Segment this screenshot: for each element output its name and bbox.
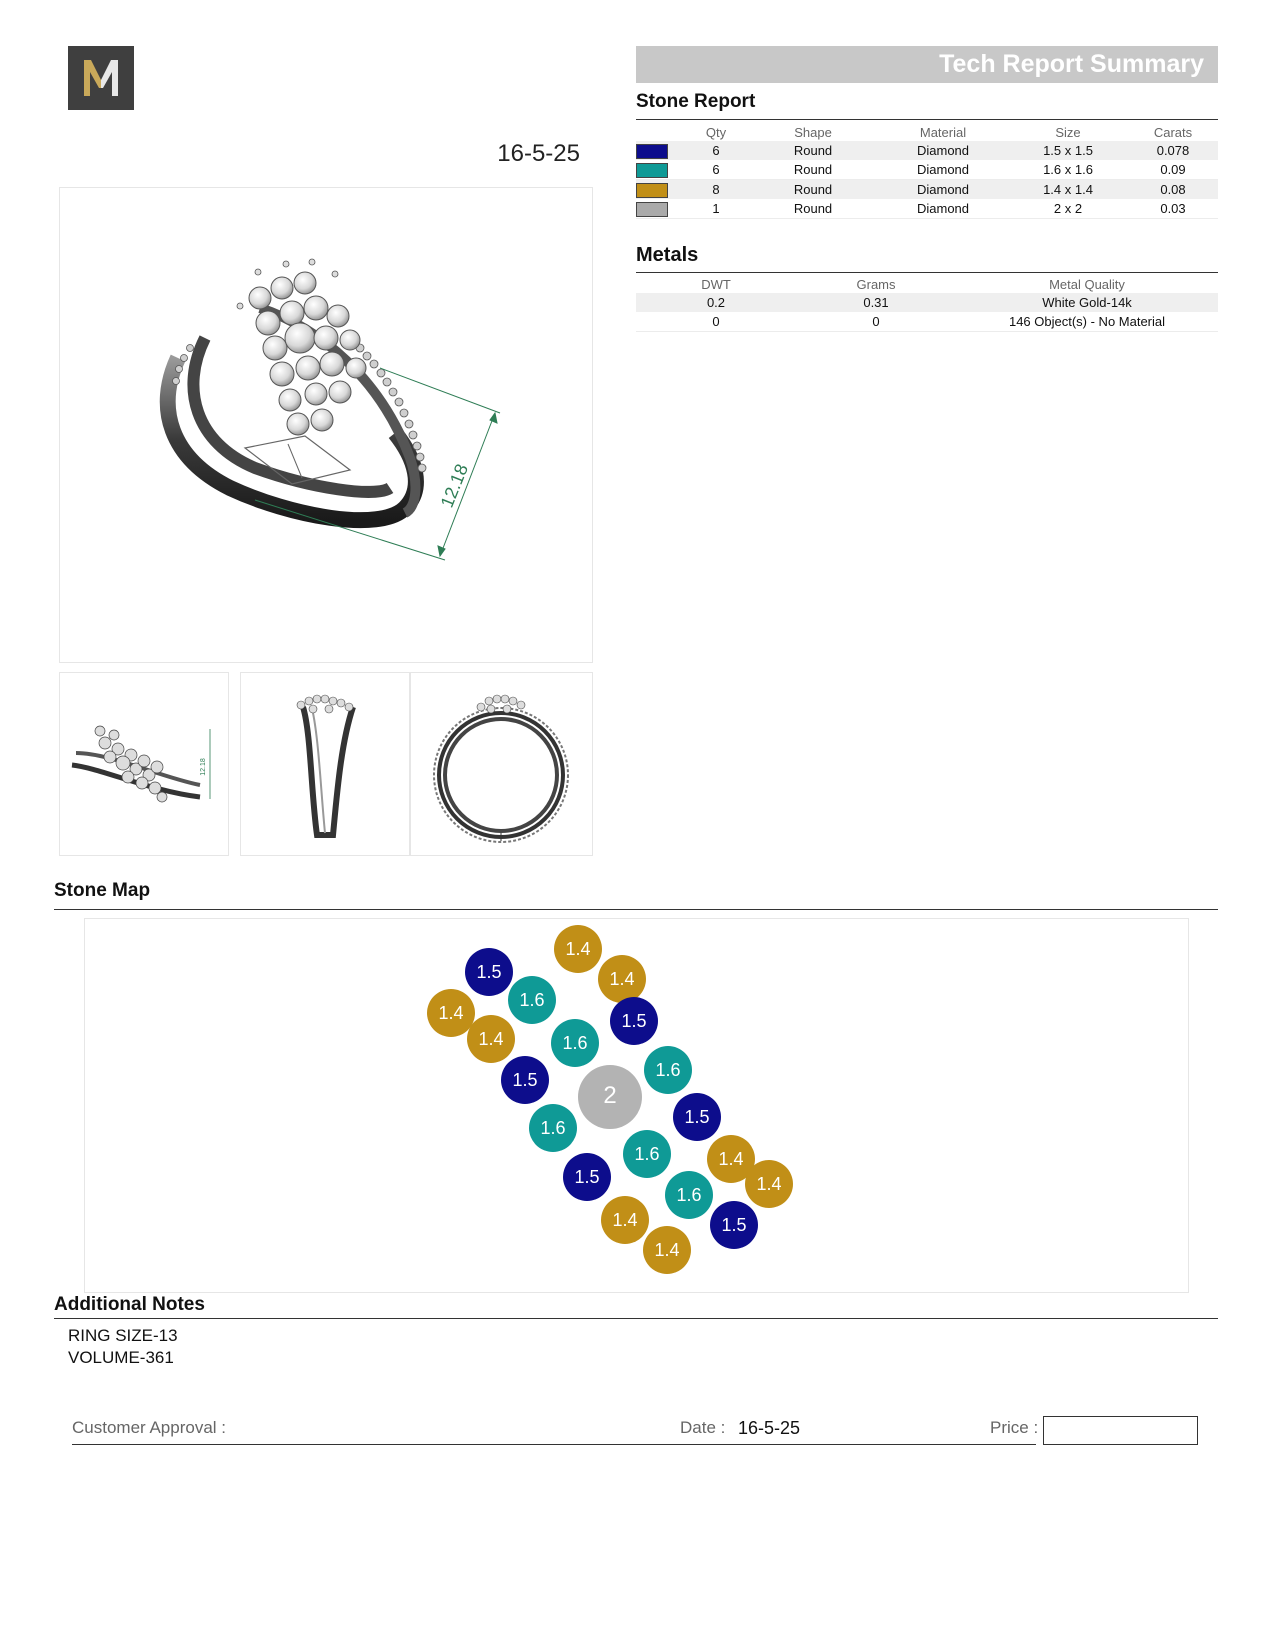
col-shape: Shape xyxy=(794,124,832,140)
table-row: 0.2 0.31 White Gold-14k xyxy=(636,293,1218,312)
stone-size-label: 1.4 xyxy=(756,1174,782,1194)
report-date: 16-5-25 xyxy=(497,140,580,167)
color-swatch xyxy=(636,202,668,217)
stone-report-header-row xyxy=(636,123,1218,141)
stone-size-label: 1.4 xyxy=(654,1240,680,1260)
thumbnail-front-view xyxy=(410,672,593,856)
color-swatch xyxy=(636,163,668,178)
thumbnail-side-view xyxy=(240,672,410,856)
table-row: 1 Round Diamond 2 x 2 0.03 xyxy=(636,199,1218,219)
stone-size-label: 1.6 xyxy=(676,1185,702,1205)
metals-rule xyxy=(636,272,1218,273)
banner-title: Tech Report Summary xyxy=(939,50,1204,78)
color-swatch xyxy=(636,183,668,198)
stone-map-title: Stone Map xyxy=(54,880,151,901)
date-label: Date : xyxy=(680,1418,726,1437)
col-dwt: DWT xyxy=(701,276,731,292)
stone-size-label: 1.4 xyxy=(612,1210,638,1230)
metals-title: Metals xyxy=(636,244,699,266)
stone-size-label: 2 xyxy=(603,1082,617,1109)
stone-size-label: 1.5 xyxy=(684,1107,710,1127)
col-size: Size xyxy=(1055,124,1081,140)
stone-size-label: 1.4 xyxy=(438,1003,464,1023)
dimension-label: 12.18 xyxy=(436,461,473,511)
company-logo xyxy=(68,46,134,110)
stone-size-label: 1.4 xyxy=(609,969,635,989)
col-material: Material xyxy=(919,124,967,140)
thumb-dimension-label: 12.18 xyxy=(200,758,207,776)
main-ring-view xyxy=(59,187,593,663)
stone-size-label: 1.4 xyxy=(718,1149,744,1169)
col-qty: Qty xyxy=(705,124,727,140)
metals-header-row xyxy=(636,275,1218,293)
table-row: 6 Round Diamond 1.6 x 1.6 0.09 xyxy=(636,160,1218,180)
stone-size-label: 1.4 xyxy=(478,1029,504,1049)
note-line: RING SIZE-13 xyxy=(68,1326,178,1345)
table-row: 8 Round Diamond 1.4 x 1.4 0.08 xyxy=(636,180,1218,200)
stone-size-label: 1.5 xyxy=(721,1215,747,1235)
col-metal-quality: Metal Quality xyxy=(1049,276,1125,292)
stone-map-panel xyxy=(84,918,1189,1293)
price-input[interactable] xyxy=(1043,1416,1198,1445)
col-grams: Grams xyxy=(856,276,896,292)
notes-rule xyxy=(54,1318,1218,1319)
stone-map-rule xyxy=(54,909,1218,910)
stone-report-title: Stone Report xyxy=(636,91,756,112)
stone-report-rule xyxy=(636,119,1218,120)
stone-size-label: 1.6 xyxy=(540,1118,566,1138)
metals-table xyxy=(636,275,1218,332)
stone-size-label: 1.5 xyxy=(574,1167,600,1187)
price-label: Price : xyxy=(990,1418,1039,1437)
stone-size-label: 1.5 xyxy=(512,1070,538,1090)
stone-size-label: 1.4 xyxy=(565,939,591,959)
ring-perspective-drawing xyxy=(60,188,592,662)
stone-size-label: 1.5 xyxy=(476,962,502,982)
stone-size-label: 1.5 xyxy=(621,1011,647,1031)
customer-approval-label: Customer Approval : xyxy=(72,1418,227,1437)
stone-report-table xyxy=(636,123,1218,219)
table-row: 6 Round Diamond 1.5 x 1.5 0.078 xyxy=(636,141,1218,160)
stone-size-label: 1.6 xyxy=(655,1060,681,1080)
stone-size-label: 1.6 xyxy=(634,1144,660,1164)
approval-signature-line xyxy=(72,1444,1036,1445)
report-banner xyxy=(636,46,1218,83)
stone-size-label: 1.6 xyxy=(562,1033,588,1053)
stone-size-label: 1.6 xyxy=(519,990,545,1010)
table-row: 0 0 146 Object(s) - No Material xyxy=(636,312,1218,332)
color-swatch xyxy=(636,144,668,159)
col-carats: Carats xyxy=(1153,124,1193,140)
notes-body xyxy=(68,1325,178,1369)
notes-title: Additional Notes xyxy=(54,1294,205,1315)
approval-date-value: 16-5-25 xyxy=(738,1418,801,1438)
stone-map-diagram xyxy=(85,919,1188,1292)
thumbnail-top-view xyxy=(59,672,229,856)
note-line: VOLUME-361 xyxy=(68,1348,174,1367)
